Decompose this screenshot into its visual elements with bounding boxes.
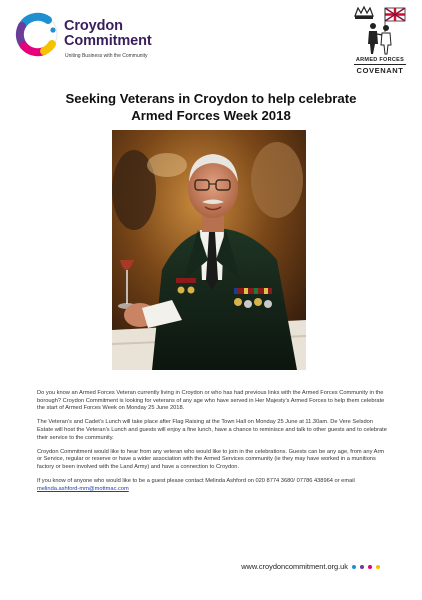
covenant-emblem-icon bbox=[351, 4, 409, 56]
paragraph-lunch: The Veteran’s and Cadet’s Lunch will take place after Flag Raising at the Town Hall on Monday 25 June at 11.30am. De Vere Selsdon Estate will host the Veteran’s Lunch and guests will enjoy a fine lunch, have a chance to reminisce and talk to other guests and to celebrate their service to the community. bbox=[37, 419, 387, 441]
contact-text: If you know of anyone who would like to be a guest please contact Melinda Ashford on 020 8774 3680/ 07786 438964 or email bbox=[37, 477, 355, 484]
title-line-1: Seeking Veterans in Croydon to help celebrate bbox=[65, 91, 357, 106]
armed-forces-covenant-logo bbox=[348, 4, 412, 76]
body-text bbox=[37, 390, 389, 499]
footer bbox=[241, 562, 380, 571]
page-title bbox=[0, 90, 422, 124]
footer-dot-purple bbox=[360, 565, 364, 569]
veteran-photo bbox=[112, 130, 306, 370]
footer-dot-blue bbox=[352, 565, 356, 569]
footer-dot-pink bbox=[368, 565, 372, 569]
footer-dot-yellow bbox=[376, 565, 380, 569]
veteran-photo-icon bbox=[112, 130, 306, 370]
email-link[interactable]: melinda.ashford-mm@mottmac.com bbox=[37, 485, 129, 492]
covenant-title: COVENANT bbox=[356, 66, 404, 75]
covenant-small-text: ARMED FORCES bbox=[355, 57, 405, 63]
title-line-2: Armed Forces Week 2018 bbox=[131, 108, 291, 123]
paragraph-contact bbox=[37, 478, 389, 493]
covenant-divider bbox=[354, 64, 406, 65]
website-link[interactable]: www.croydoncommitment.org.uk bbox=[241, 562, 348, 571]
croydon-logo-icon bbox=[14, 10, 60, 58]
brand-name: Croydon Commitment bbox=[64, 18, 152, 49]
brand-tagline: Uniting Business with the Community bbox=[65, 53, 148, 59]
croydon-commitment-logo bbox=[14, 10, 214, 66]
paragraph-intro: Do you know an Armed Forces Veteran currently living in Croydon or who has had previous links with the Armed Forces Community in the borough? Croydon Commitment is looking for veterans of any age who have served in Her Majesty’s Armed Forces to help them celebrate the start of Armed Forces Week on Monday 25 June 2018. bbox=[37, 390, 385, 412]
paragraph-invitation: Croydon Commitment would like to hear from any veteran who would like to join in the celebrations. Guests can be any age, from any Arm or Service, regular or reserve or have a wider association with the Armed Services community (ie they may have worked in a munitions factory or been involved with the Land Army) and have a connection to Croydon. bbox=[37, 448, 385, 470]
